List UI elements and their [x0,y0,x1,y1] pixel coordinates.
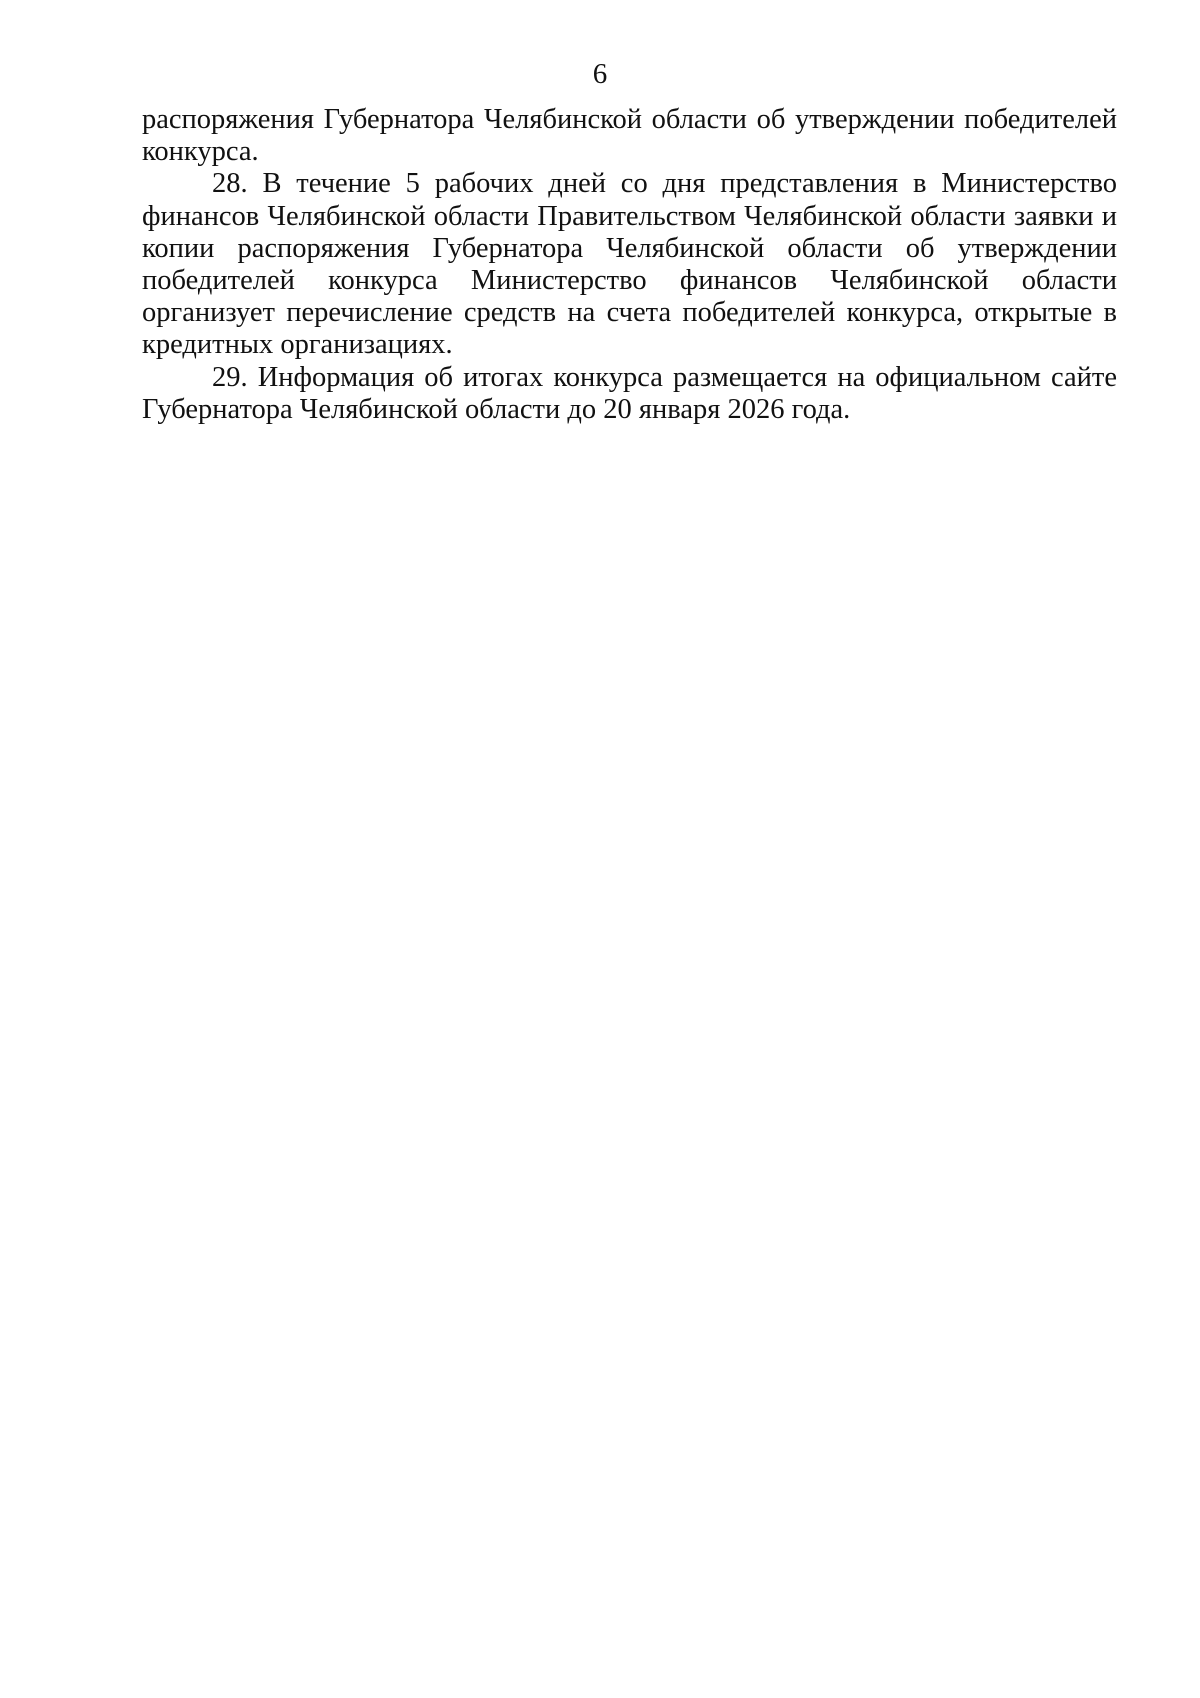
paragraph-continuation: распоряжения Губернатора Челябинской области об утверждении победителей конкурса. [142,104,1117,168]
page-number: 6 [592,58,608,90]
paragraph-item-28: 28. В течение 5 рабочих дней со дня представления в Министерство финансов Челябинской области Правительством Челябинской области заявки и копии распоряжения Губернатора Челябинской области об утверждении победителей конкурса Министерство финансов Челябинской области организует перечисление средств на счета победителей конкурса, открытые в кредитных организациях. [142,168,1117,361]
paragraph-item-29: 29. Информация об итогах конкурса размещается на официальном сайте Губернатора Челябинской области до 20 января 2026 года. [142,361,1117,425]
document-body [142,104,1117,426]
